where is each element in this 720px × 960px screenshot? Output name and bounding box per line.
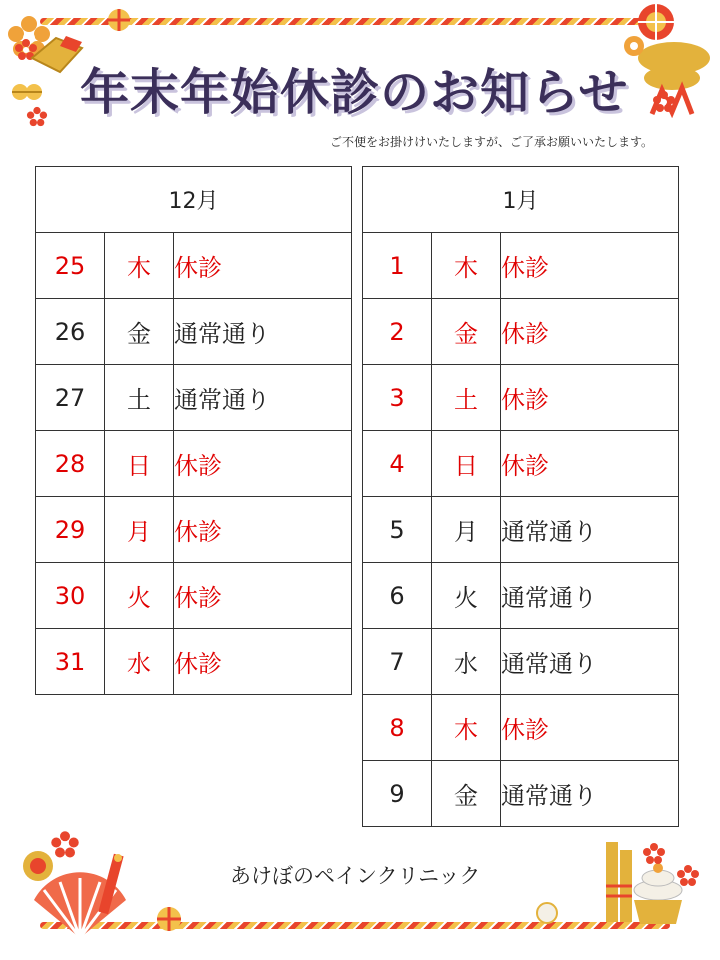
schedule-row xyxy=(363,497,679,563)
top-rope-border xyxy=(40,18,650,25)
schedule-row xyxy=(363,563,679,629)
plum-blossom-icon xyxy=(642,842,666,866)
status-text: 通常通り xyxy=(501,629,679,695)
schedule-row xyxy=(36,299,352,365)
schedule-row xyxy=(36,629,352,695)
schedule-row xyxy=(363,761,679,827)
status-text: 休診 xyxy=(501,299,679,365)
day-of-week: 金 xyxy=(105,299,174,365)
day-number: 4 xyxy=(363,431,432,497)
status-text: 休診 xyxy=(501,695,679,761)
schedule-row xyxy=(36,431,352,497)
day-of-week: 日 xyxy=(105,431,174,497)
month-header: 12月 xyxy=(36,167,352,233)
page-title: 年末年始休診のお知らせ xyxy=(80,64,629,121)
day-of-week: 木 xyxy=(432,233,501,299)
status-text: 休診 xyxy=(174,233,352,299)
day-number: 31 xyxy=(36,629,105,695)
temari-ball-icon xyxy=(12,80,42,104)
january-schedule-table xyxy=(362,166,679,827)
day-number: 29 xyxy=(36,497,105,563)
temari-ball-icon xyxy=(156,906,182,932)
status-text: 通常通り xyxy=(501,497,679,563)
plum-blossom-icon xyxy=(26,106,48,128)
schedule-row xyxy=(363,299,679,365)
status-text: 休診 xyxy=(501,431,679,497)
temari-ball-icon xyxy=(536,902,558,924)
day-of-week: 日 xyxy=(432,431,501,497)
schedule-row xyxy=(363,233,679,299)
gold-koban-icon xyxy=(26,28,86,88)
day-number: 9 xyxy=(363,761,432,827)
schedule-row xyxy=(363,695,679,761)
status-text: 休診 xyxy=(174,497,352,563)
day-of-week: 水 xyxy=(105,629,174,695)
plum-blossom-icon xyxy=(50,830,80,860)
day-number: 6 xyxy=(363,563,432,629)
day-number: 26 xyxy=(36,299,105,365)
schedule-row xyxy=(363,365,679,431)
month-header: 1月 xyxy=(363,167,679,233)
schedule-row xyxy=(36,497,352,563)
day-of-week: 月 xyxy=(105,497,174,563)
day-number: 25 xyxy=(36,233,105,299)
clinic-name: あけぼのペインクリニック xyxy=(230,864,481,888)
plum-blossom-icon xyxy=(676,864,700,888)
day-of-week: 火 xyxy=(432,563,501,629)
schedule-row xyxy=(363,629,679,695)
day-of-week: 木 xyxy=(432,695,501,761)
apology-note: ご不便をお掛けけいたしますが、ご了承お願いいたします。 xyxy=(330,135,654,149)
temari-ball-icon xyxy=(107,8,131,32)
status-text: 休診 xyxy=(174,563,352,629)
schedule-row xyxy=(363,431,679,497)
day-number: 5 xyxy=(363,497,432,563)
day-number: 28 xyxy=(36,431,105,497)
day-number: 8 xyxy=(363,695,432,761)
day-number: 7 xyxy=(363,629,432,695)
plum-blossom-icon xyxy=(652,90,676,114)
day-of-week: 金 xyxy=(432,299,501,365)
day-of-week: 土 xyxy=(105,365,174,431)
status-text: 休診 xyxy=(501,233,679,299)
status-text: 休診 xyxy=(174,629,352,695)
day-of-week: 土 xyxy=(432,365,501,431)
day-of-week: 水 xyxy=(432,629,501,695)
day-number: 27 xyxy=(36,365,105,431)
day-of-week: 木 xyxy=(105,233,174,299)
status-text: 休診 xyxy=(501,365,679,431)
schedule-row xyxy=(36,365,352,431)
firecracker-icon xyxy=(96,850,126,920)
schedule-row xyxy=(36,563,352,629)
status-text: 休診 xyxy=(174,431,352,497)
december-schedule-table xyxy=(35,166,352,695)
day-number: 1 xyxy=(363,233,432,299)
schedule-row xyxy=(36,233,352,299)
day-of-week: 金 xyxy=(432,761,501,827)
status-text: 通常通り xyxy=(174,365,352,431)
day-of-week: 月 xyxy=(432,497,501,563)
status-text: 通常通り xyxy=(501,761,679,827)
day-number: 30 xyxy=(36,563,105,629)
status-text: 通常通り xyxy=(174,299,352,365)
day-number: 3 xyxy=(363,365,432,431)
status-text: 通常通り xyxy=(501,563,679,629)
day-of-week: 火 xyxy=(105,563,174,629)
day-number: 2 xyxy=(363,299,432,365)
bottom-rope-border xyxy=(40,922,670,929)
